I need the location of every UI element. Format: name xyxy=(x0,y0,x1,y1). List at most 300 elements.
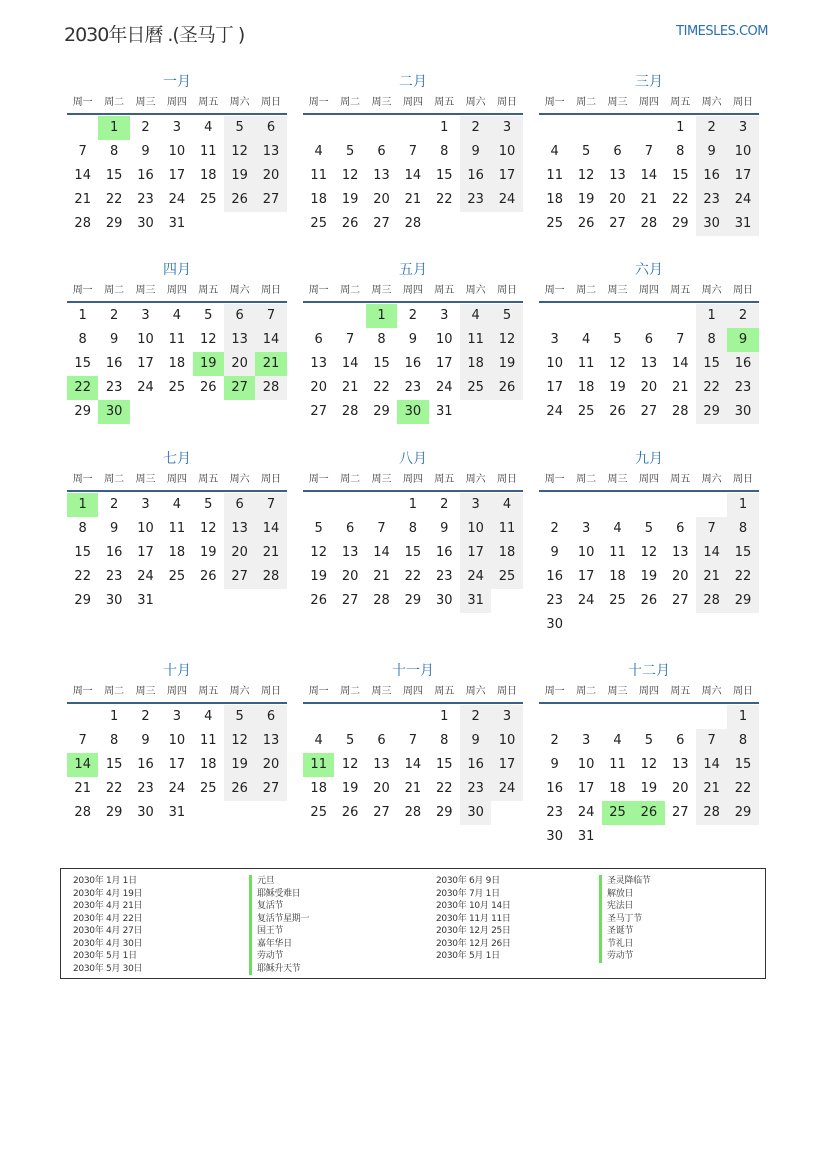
weekday-label: 周六 xyxy=(229,474,250,485)
day-cell: 12 xyxy=(341,757,359,772)
weekday-header xyxy=(539,281,759,303)
weekday-label: 周一 xyxy=(308,97,329,108)
weekday-label: 周三 xyxy=(135,686,156,697)
day-cell: 8 xyxy=(78,521,87,536)
holiday-day-cell: 21 xyxy=(255,352,286,376)
holiday-name: 复活节 xyxy=(249,900,309,913)
day-cell: 23 xyxy=(696,188,727,212)
holiday-date: 2030年 4月 19日 xyxy=(73,888,143,899)
empty-cell xyxy=(539,116,570,140)
holiday-date: 2030年 4月 21日 xyxy=(73,901,143,911)
day-cell: 27 xyxy=(671,593,689,608)
day-cell: 14 xyxy=(404,757,422,772)
day-cell: 5 xyxy=(204,497,213,512)
day-grid xyxy=(539,304,759,424)
day-cell: 3 xyxy=(491,705,522,729)
holiday-name: 圣马丁节 xyxy=(599,913,651,926)
day-cell: 18 xyxy=(577,380,595,395)
empty-cell xyxy=(570,304,601,328)
day-cell: 31 xyxy=(577,829,595,844)
day-cell: 9 xyxy=(460,729,491,753)
holiday-name: 宪法日 xyxy=(599,900,651,913)
empty-cell xyxy=(303,493,334,517)
day-cell: 2 xyxy=(550,733,559,748)
empty-cell xyxy=(334,493,365,517)
weekday-label: 周一 xyxy=(544,686,565,697)
day-cell: 7 xyxy=(255,493,286,517)
day-cell: 28 xyxy=(74,216,91,231)
day-cell: 30 xyxy=(546,617,563,632)
day-cell: 11 xyxy=(609,545,626,560)
day-cell: 9 xyxy=(550,545,559,560)
day-cell: 13 xyxy=(224,328,255,352)
day-cell: 28 xyxy=(341,404,359,419)
day-cell: 8 xyxy=(109,733,119,748)
month-9 xyxy=(539,449,759,637)
day-cell: 29 xyxy=(105,805,123,820)
day-cell: 18 xyxy=(168,545,186,560)
day-cell: 19 xyxy=(224,753,255,777)
day-cell: 13 xyxy=(609,168,626,183)
day-cell: 25 xyxy=(609,593,626,608)
weekday-label: 周日 xyxy=(497,97,518,108)
day-cell: 3 xyxy=(581,733,591,748)
empty-cell xyxy=(570,116,601,140)
day-cell: 26 xyxy=(199,380,217,395)
weekday-label: 周日 xyxy=(497,686,518,697)
weekday-label: 周六 xyxy=(229,97,250,108)
day-cell: 18 xyxy=(546,192,563,207)
day-cell: 27 xyxy=(671,805,689,820)
day-cell: 21 xyxy=(671,380,689,395)
weekday-label: 周二 xyxy=(576,474,597,485)
day-cell: 25 xyxy=(199,781,217,796)
day-cell: 21 xyxy=(74,781,91,796)
weekday-header xyxy=(303,682,523,704)
day-cell: 21 xyxy=(373,569,390,584)
month-name: 五月 xyxy=(399,262,427,278)
day-cell: 5 xyxy=(204,308,213,323)
day-cell: 26 xyxy=(640,593,658,608)
day-cell: 2 xyxy=(141,120,150,135)
month-4 xyxy=(67,260,287,424)
day-cell: 10 xyxy=(727,140,758,164)
day-grid xyxy=(303,304,523,424)
weekday-label: 周四 xyxy=(638,97,659,108)
day-cell: 22 xyxy=(105,781,123,796)
day-cell: 3 xyxy=(172,709,181,724)
weekday-label: 周一 xyxy=(544,474,565,485)
day-cell: 5 xyxy=(345,144,355,159)
day-cell: 13 xyxy=(310,356,327,371)
empty-cell xyxy=(602,493,633,517)
day-cell: 28 xyxy=(74,805,91,820)
day-cell: 17 xyxy=(577,781,595,796)
day-cell: 23 xyxy=(546,593,563,608)
weekday-label: 周四 xyxy=(402,474,423,485)
holiday-dates-col1 xyxy=(73,875,142,975)
weekday-label: 周二 xyxy=(576,97,597,108)
day-cell: 25 xyxy=(310,216,327,231)
weekday-label: 周日 xyxy=(261,285,282,296)
day-cell: 27 xyxy=(255,777,286,801)
day-cell: 6 xyxy=(676,521,685,536)
day-cell: 7 xyxy=(255,304,286,328)
day-cell: 16 xyxy=(460,753,491,777)
day-cell: 2 xyxy=(408,308,417,323)
day-cell: 23 xyxy=(105,569,123,584)
day-cell: 10 xyxy=(577,545,595,560)
day-cell: 25 xyxy=(199,192,217,207)
day-cell: 20 xyxy=(671,781,689,796)
day-cell: 15 xyxy=(435,168,453,183)
weekday-label: 周四 xyxy=(166,285,187,296)
day-cell: 18 xyxy=(199,168,217,183)
page-title: 2030年日曆 .(圣马丁 ) xyxy=(64,24,245,46)
day-cell: 14 xyxy=(640,168,658,183)
day-cell: 14 xyxy=(341,356,359,371)
month-name: 二月 xyxy=(399,74,427,90)
day-cell: 15 xyxy=(696,352,727,376)
day-cell: 15 xyxy=(404,545,422,560)
holiday-name: 嘉年华日 xyxy=(249,938,309,951)
weekday-label: 周二 xyxy=(104,686,125,697)
day-cell: 26 xyxy=(341,805,359,820)
day-cell: 20 xyxy=(255,753,286,777)
weekday-label: 周六 xyxy=(465,285,486,296)
day-cell: 25 xyxy=(491,565,522,589)
weekday-label: 周二 xyxy=(104,285,125,296)
day-cell: 17 xyxy=(491,164,522,188)
day-cell: 20 xyxy=(341,569,359,584)
day-cell: 17 xyxy=(435,356,453,371)
empty-cell xyxy=(602,116,633,140)
empty-cell xyxy=(67,705,98,729)
day-cell: 30 xyxy=(696,212,727,236)
day-cell: 6 xyxy=(314,332,323,347)
day-cell: 30 xyxy=(105,593,123,608)
month-11 xyxy=(303,661,523,825)
day-cell: 26 xyxy=(310,593,327,608)
day-cell: 14 xyxy=(255,517,286,541)
weekday-label: 周五 xyxy=(434,97,455,108)
weekday-label: 周一 xyxy=(72,97,93,108)
month-2 xyxy=(303,72,523,236)
day-cell: 4 xyxy=(172,308,181,323)
day-grid xyxy=(303,493,523,613)
day-cell: 17 xyxy=(168,757,186,772)
day-cell: 5 xyxy=(644,733,653,748)
day-cell: 12 xyxy=(199,332,217,347)
day-cell: 31 xyxy=(137,593,154,608)
day-cell: 14 xyxy=(404,168,422,183)
day-cell: 14 xyxy=(696,541,727,565)
day-cell: 11 xyxy=(199,733,217,748)
empty-cell xyxy=(539,705,570,729)
day-cell: 11 xyxy=(199,144,217,159)
empty-cell xyxy=(334,304,365,328)
weekday-label: 周六 xyxy=(701,285,722,296)
weekday-label: 周一 xyxy=(544,285,565,296)
day-cell: 6 xyxy=(377,733,386,748)
day-cell: 16 xyxy=(105,545,123,560)
empty-cell xyxy=(665,705,696,729)
day-cell: 12 xyxy=(224,140,255,164)
day-cell: 17 xyxy=(168,168,186,183)
day-cell: 14 xyxy=(671,356,689,371)
day-cell: 30 xyxy=(460,801,491,825)
empty-cell xyxy=(303,304,334,328)
weekday-label: 周一 xyxy=(308,285,329,296)
day-cell: 4 xyxy=(172,497,181,512)
weekday-header xyxy=(539,682,759,704)
month-1 xyxy=(67,72,287,236)
weekday-label: 周日 xyxy=(733,474,754,485)
day-cell: 5 xyxy=(314,521,323,536)
day-cell: 4 xyxy=(204,120,213,135)
day-cell: 5 xyxy=(224,705,255,729)
day-cell: 22 xyxy=(435,192,453,207)
holiday-name: 解放日 xyxy=(599,888,651,901)
day-cell: 3 xyxy=(727,116,758,140)
day-cell: 24 xyxy=(137,380,154,395)
site-link[interactable]: TIMESLES.COM xyxy=(676,24,768,39)
day-cell: 10 xyxy=(491,140,522,164)
empty-cell xyxy=(696,705,727,729)
day-cell: 14 xyxy=(373,545,390,560)
day-cell: 26 xyxy=(609,404,626,419)
weekday-label: 周三 xyxy=(371,285,392,296)
day-cell: 2 xyxy=(109,308,119,323)
day-cell: 15 xyxy=(671,168,689,183)
weekday-label: 周六 xyxy=(465,97,486,108)
holiday-date: 2030年 5月 1日 xyxy=(73,951,137,961)
weekday-label: 周五 xyxy=(670,686,691,697)
empty-cell xyxy=(334,116,365,140)
day-cell: 1 xyxy=(78,308,87,323)
day-cell: 24 xyxy=(460,565,491,589)
holiday-date: 2030年 10月 14日 xyxy=(436,901,511,911)
weekday-label: 周日 xyxy=(497,474,518,485)
day-cell: 12 xyxy=(577,168,595,183)
holiday-date: 2030年 5月 30日 xyxy=(73,963,143,974)
day-cell: 17 xyxy=(137,545,154,560)
day-cell: 10 xyxy=(168,144,186,159)
day-cell: 5 xyxy=(581,144,591,159)
empty-cell xyxy=(366,705,397,729)
empty-cell xyxy=(366,493,397,517)
weekday-label: 周五 xyxy=(434,686,455,697)
holiday-day-cell: 1 xyxy=(67,493,98,517)
weekday-label: 周日 xyxy=(261,474,282,485)
day-cell: 5 xyxy=(491,304,522,328)
day-cell: 31 xyxy=(168,216,186,231)
day-cell: 16 xyxy=(460,164,491,188)
weekday-label: 周五 xyxy=(198,285,219,296)
day-cell: 22 xyxy=(671,192,689,207)
day-cell: 9 xyxy=(141,733,150,748)
month-3 xyxy=(539,72,759,236)
holiday-day-cell: 30 xyxy=(98,400,129,424)
day-cell: 26 xyxy=(577,216,595,231)
day-cell: 12 xyxy=(310,545,327,560)
day-cell: 18 xyxy=(491,541,522,565)
empty-cell xyxy=(633,705,664,729)
day-cell: 23 xyxy=(435,569,453,584)
day-cell: 15 xyxy=(727,541,758,565)
day-cell: 11 xyxy=(577,356,595,371)
day-cell: 21 xyxy=(341,380,359,395)
day-cell: 25 xyxy=(168,380,186,395)
day-cell: 6 xyxy=(224,304,255,328)
day-cell: 20 xyxy=(373,192,390,207)
day-cell: 12 xyxy=(224,729,255,753)
weekday-header xyxy=(303,281,523,303)
day-cell: 23 xyxy=(727,376,758,400)
day-cell: 7 xyxy=(345,332,355,347)
day-cell: 8 xyxy=(676,144,685,159)
empty-cell xyxy=(633,116,664,140)
day-cell: 8 xyxy=(408,521,417,536)
month-5 xyxy=(303,260,523,424)
holiday-name: 劳动节 xyxy=(249,950,309,963)
day-cell: 27 xyxy=(341,593,359,608)
weekday-label: 周三 xyxy=(607,474,628,485)
day-cell: 4 xyxy=(550,144,559,159)
day-grid xyxy=(303,705,523,825)
day-cell: 13 xyxy=(224,517,255,541)
empty-cell xyxy=(633,304,664,328)
day-cell: 21 xyxy=(404,192,422,207)
day-cell: 23 xyxy=(546,805,563,820)
day-cell: 3 xyxy=(460,493,491,517)
day-cell: 20 xyxy=(609,192,626,207)
weekday-label: 周日 xyxy=(733,285,754,296)
weekday-label: 周日 xyxy=(733,686,754,697)
weekday-label: 周五 xyxy=(198,474,219,485)
holiday-date: 2030年 12月 26日 xyxy=(436,938,511,949)
day-cell: 11 xyxy=(168,332,186,347)
day-cell: 27 xyxy=(373,216,390,231)
day-cell: 17 xyxy=(137,356,154,371)
day-cell: 17 xyxy=(727,164,758,188)
day-cell: 23 xyxy=(404,380,422,395)
empty-cell xyxy=(633,493,664,517)
day-cell: 10 xyxy=(546,356,563,371)
day-cell: 18 xyxy=(609,569,626,584)
day-cell: 19 xyxy=(640,569,658,584)
day-grid xyxy=(539,116,759,236)
day-cell: 3 xyxy=(491,116,522,140)
weekday-label: 周二 xyxy=(340,97,361,108)
day-cell: 29 xyxy=(696,400,727,424)
day-cell: 25 xyxy=(168,569,186,584)
holiday-day-cell: 11 xyxy=(303,753,334,777)
month-12 xyxy=(539,661,759,849)
day-cell: 13 xyxy=(255,729,286,753)
day-cell: 10 xyxy=(137,521,154,536)
month-name: 八月 xyxy=(399,451,427,467)
day-cell: 31 xyxy=(460,589,491,613)
day-cell: 15 xyxy=(105,168,123,183)
weekday-label: 周五 xyxy=(434,285,455,296)
day-grid xyxy=(67,493,287,613)
day-cell: 26 xyxy=(224,777,255,801)
day-cell: 14 xyxy=(255,328,286,352)
day-cell: 16 xyxy=(727,352,758,376)
day-cell: 4 xyxy=(314,144,323,159)
day-cell: 17 xyxy=(491,753,522,777)
day-cell: 15 xyxy=(373,356,390,371)
weekday-label: 周六 xyxy=(229,686,250,697)
day-cell: 28 xyxy=(696,801,727,825)
day-cell: 3 xyxy=(172,120,181,135)
holiday-day-cell: 30 xyxy=(397,400,428,424)
empty-cell xyxy=(696,493,727,517)
weekday-label: 周六 xyxy=(701,474,722,485)
day-cell: 10 xyxy=(137,332,154,347)
day-cell: 8 xyxy=(440,733,449,748)
day-grid xyxy=(539,493,759,637)
day-cell: 31 xyxy=(435,404,453,419)
day-cell: 8 xyxy=(78,332,87,347)
day-cell: 10 xyxy=(491,729,522,753)
weekday-label: 周五 xyxy=(434,474,455,485)
day-cell: 7 xyxy=(78,144,87,159)
month-name: 七月 xyxy=(163,451,191,467)
day-cell: 4 xyxy=(460,304,491,328)
month-name: 十二月 xyxy=(628,663,670,679)
day-cell: 24 xyxy=(546,404,563,419)
day-cell: 20 xyxy=(310,380,327,395)
day-cell: 1 xyxy=(440,120,449,135)
day-cell: 7 xyxy=(408,733,417,748)
holiday-name: 耶稣受难日 xyxy=(249,888,309,901)
day-cell: 19 xyxy=(341,781,359,796)
empty-cell xyxy=(366,116,397,140)
day-cell: 15 xyxy=(74,545,91,560)
holiday-name: 耶稣升天节 xyxy=(249,963,309,976)
day-cell: 8 xyxy=(696,328,727,352)
day-cell: 12 xyxy=(199,521,217,536)
day-cell: 11 xyxy=(546,168,563,183)
day-cell: 16 xyxy=(137,757,154,772)
day-cell: 12 xyxy=(341,168,359,183)
weekday-label: 周四 xyxy=(166,474,187,485)
day-cell: 9 xyxy=(109,521,119,536)
empty-cell xyxy=(539,493,570,517)
day-cell: 26 xyxy=(224,188,255,212)
day-cell: 9 xyxy=(550,757,559,772)
day-cell: 7 xyxy=(408,144,417,159)
month-name: 十月 xyxy=(163,663,191,679)
day-cell: 10 xyxy=(577,757,595,772)
day-cell: 23 xyxy=(460,188,491,212)
day-cell: 12 xyxy=(491,328,522,352)
day-cell: 6 xyxy=(255,705,286,729)
holiday-date: 2030年 7月 1日 xyxy=(436,888,500,899)
month-name: 十一月 xyxy=(392,663,434,679)
day-cell: 12 xyxy=(640,757,658,772)
day-cell: 4 xyxy=(491,493,522,517)
day-cell: 30 xyxy=(137,805,154,820)
day-cell: 6 xyxy=(377,144,386,159)
day-cell: 2 xyxy=(460,705,491,729)
day-cell: 25 xyxy=(310,805,327,820)
day-cell: 24 xyxy=(435,380,453,395)
day-grid xyxy=(539,705,759,849)
day-grid xyxy=(67,116,287,236)
